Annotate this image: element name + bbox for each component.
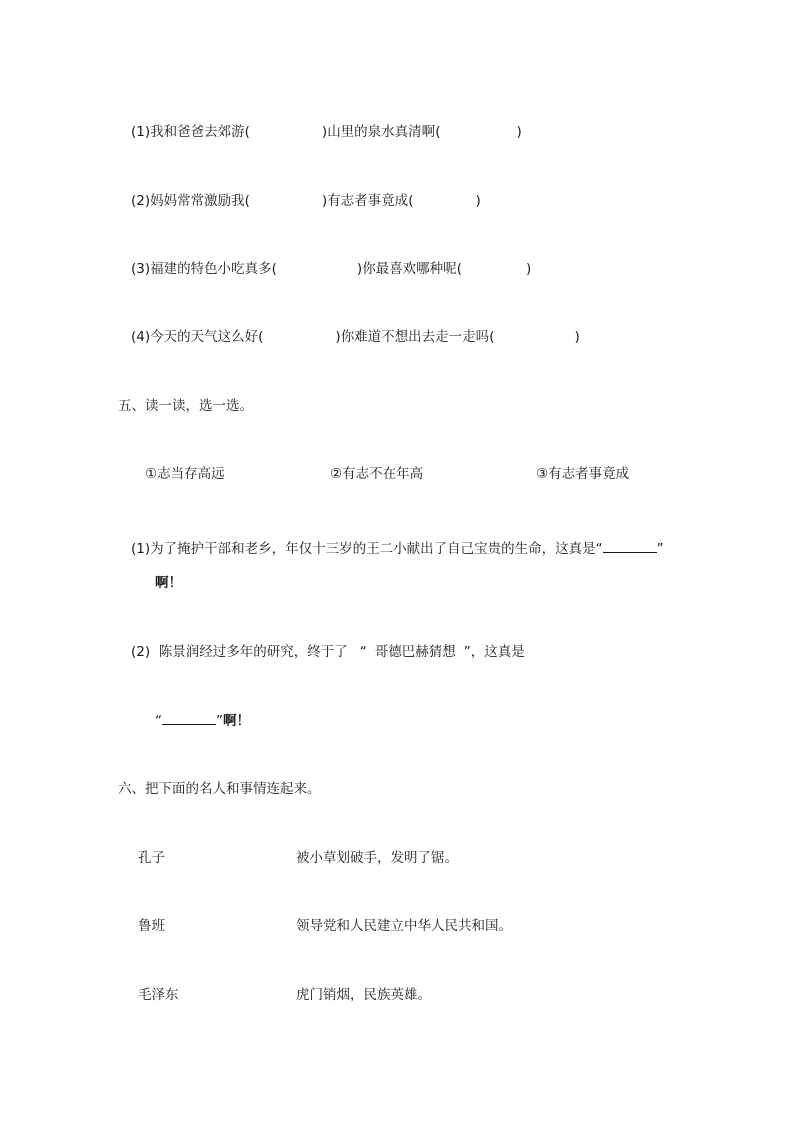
section-5-option-1: ①志当存高远 xyxy=(145,466,225,482)
q4-line-3-sentence-2: 你最喜欢哪种呢 xyxy=(362,261,457,277)
q4-line-1-sentence-1: 我和爸爸去郊游 xyxy=(150,124,245,140)
section-5-q1-end: 啊！ xyxy=(155,575,182,591)
section-5-q2-text: (2) 陈景润经过多年的研究，终于了 xyxy=(131,644,348,660)
q4-line-3 xyxy=(131,260,531,278)
person-2[interactable]: 鲁班 xyxy=(138,918,165,934)
section-5-q1-blank[interactable] xyxy=(603,540,657,553)
section-5-q2-term: 哥德巴赫猜想 xyxy=(374,644,456,660)
q4-line-3-bracket-open-2: ( xyxy=(456,261,462,277)
q4-line-3-bracket-open-1: ( xyxy=(271,261,277,277)
q4-line-2 xyxy=(131,192,481,210)
section-5-q1-text: (1)为了掩护干部和老乡，年仅十三岁的王二小献出了自己宝贵的生命，这真是 xyxy=(131,541,596,557)
q4-line-2-bracket-close-2: ) xyxy=(475,193,481,209)
section-5-q2-quote-close: ” xyxy=(463,644,471,660)
section-5-option-3: ③有志者事竟成 xyxy=(536,466,630,482)
q4-line-4-bracket-open-2: ( xyxy=(489,329,495,345)
section-5-q2-tail: ，这真是 xyxy=(470,644,525,660)
q4-line-2-number: (2) xyxy=(131,193,151,209)
section-5-option-2: ②有志不在年高 xyxy=(330,466,424,482)
q4-line-3-bracket-close-2: ) xyxy=(525,261,532,277)
section-5-q1-quote-open: “ xyxy=(595,541,603,557)
section-5-q2-line2-quote-open: “ xyxy=(155,713,162,729)
section-5-q2-quote-open: “ xyxy=(359,644,367,660)
q4-line-1-bracket-close-1: ) xyxy=(321,124,328,140)
q4-line-4-bracket-open-1: ( xyxy=(258,329,264,345)
q4-line-4-bracket-close-2: ) xyxy=(574,329,580,345)
q4-line-4 xyxy=(131,328,580,346)
q4-line-1-bracket-open-2: ( xyxy=(435,124,441,140)
section-5-title: 五、读一读，选一选。 xyxy=(118,398,253,414)
q4-line-2-bracket-open-2: ( xyxy=(408,193,414,209)
q4-line-1 xyxy=(131,123,522,141)
deed-1[interactable]: 被小草划破手，发明了锯。 xyxy=(296,850,458,866)
q4-line-2-bracket-close-1: ) xyxy=(321,193,328,209)
section-5-q2-line-2 xyxy=(155,712,250,730)
person-3[interactable]: 毛泽东 xyxy=(138,987,179,1003)
q4-line-3-sentence-1: 福建的特色小吃真多 xyxy=(150,261,272,277)
deed-3[interactable]: 虎门销烟，民族英雄。 xyxy=(296,987,431,1003)
q4-line-4-bracket-close-1: ) xyxy=(335,329,341,345)
q4-line-4-sentence-1: 今天的天气这么好 xyxy=(150,329,259,345)
deed-2[interactable]: 领导党和人民建立中华人民共和国。 xyxy=(296,918,512,934)
person-1[interactable]: 孔子 xyxy=(138,850,165,866)
q4-line-1-bracket-open-1: ( xyxy=(244,124,250,140)
section-5-question-1 xyxy=(131,540,664,558)
section-5-question-2 xyxy=(131,643,525,661)
q4-line-2-sentence-1: 妈妈常常激励我 xyxy=(150,193,245,209)
q4-line-1-bracket-close-2: ) xyxy=(516,124,522,140)
q4-line-1-sentence-2: 山里的泉水真清啊 xyxy=(327,124,436,140)
section-5-q2-blank[interactable] xyxy=(162,712,216,725)
q4-line-1-number: (1) xyxy=(131,124,151,140)
q4-line-3-bracket-close-1: ) xyxy=(356,261,363,277)
q4-line-4-number: (4) xyxy=(131,329,151,345)
q4-line-4-sentence-2: 你难道不想出去走一走吗 xyxy=(340,329,490,345)
section-5-q2-end: 啊！ xyxy=(223,713,250,729)
q4-line-3-number: (3) xyxy=(131,261,151,277)
q4-line-2-bracket-open-1: ( xyxy=(244,193,250,209)
q4-line-2-sentence-2: 有志者事竟成 xyxy=(327,193,409,209)
section-5-q1-quote-close: ” xyxy=(656,541,664,557)
section-5-q2-line2-quote-close: ” xyxy=(216,713,223,729)
section-6-title: 六、把下面的名人和事情连起来。 xyxy=(118,781,321,797)
